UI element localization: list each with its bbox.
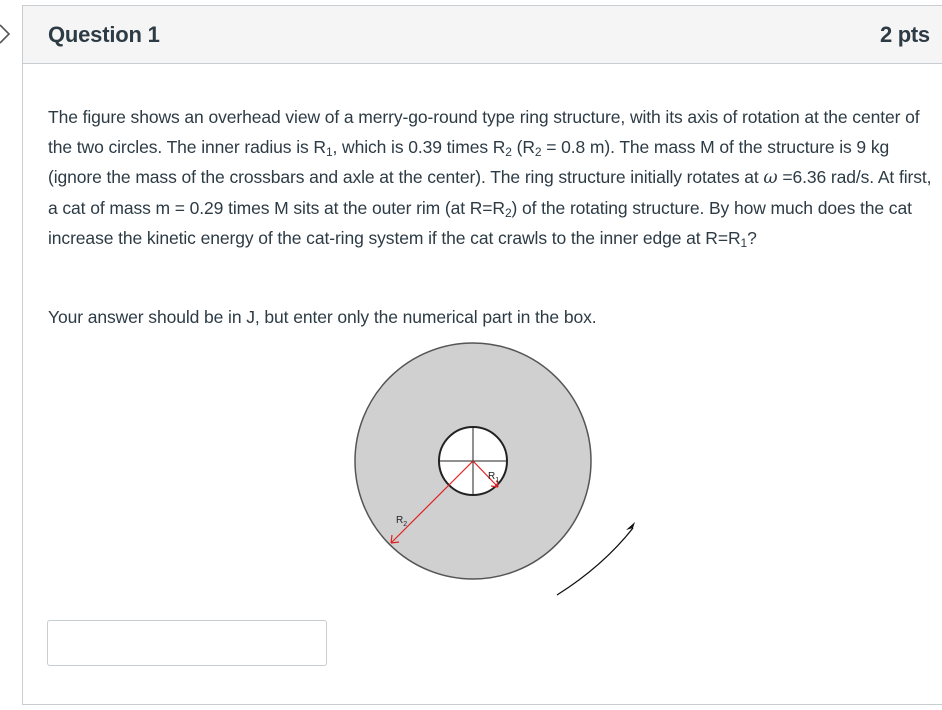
- chevron-right-icon[interactable]: [0, 22, 14, 46]
- rotation-arrow-icon: [557, 528, 633, 595]
- r2-label-text: R: [396, 515, 404, 526]
- answer-input[interactable]: [47, 620, 327, 666]
- subscript: 2: [505, 145, 512, 159]
- merry-go-round-figure: [333, 336, 653, 606]
- question-text-part3: (R: [511, 137, 535, 157]
- question-text-part6: ) of the rotating structure. By how much does the cat increase the kinetic energy of the cat-ring system if the cat crawls to the inner edge at R=R: [48, 198, 912, 248]
- question-text-part1: The figure shows an overhead view of a merry-go-round type ring structure, with its axis of rotation at the center of the two circles. The inner radius is R: [48, 107, 920, 157]
- question-points: 2 pts: [880, 22, 930, 47]
- r1-label-text: R: [488, 471, 496, 482]
- question-title: Question 1: [48, 22, 160, 47]
- r2-label-sub: 2: [403, 521, 408, 528]
- subscript: 1: [325, 145, 333, 159]
- subscript: 2: [504, 206, 512, 220]
- question-card: [22, 5, 942, 705]
- rotation-arrowhead: [626, 522, 635, 534]
- subscript: 1: [740, 236, 748, 250]
- question-header: [23, 6, 942, 64]
- question-text-part4: = 0.8 m). The mass M of the structure is 9 kg (ignore the mass of the crossbars and axle at the center). The ring structure initially rotates at: [48, 137, 890, 187]
- subscript: 2: [534, 145, 542, 159]
- r1-label-sub: 1: [495, 477, 500, 484]
- answer-instructions: Your answer should be in J, but enter only the numerical part in the box.: [48, 307, 597, 327]
- question-text-part7: ?: [747, 228, 757, 248]
- question-text: [48, 102, 933, 253]
- question-text-part5: =6.36 rad/s. At first, a cat of mass m = 0.29 times M sits at the outer rim (at R=R: [48, 167, 932, 218]
- question-text-part2: , which is 0.39 times R: [332, 137, 506, 157]
- omega-symbol: ω: [763, 168, 778, 188]
